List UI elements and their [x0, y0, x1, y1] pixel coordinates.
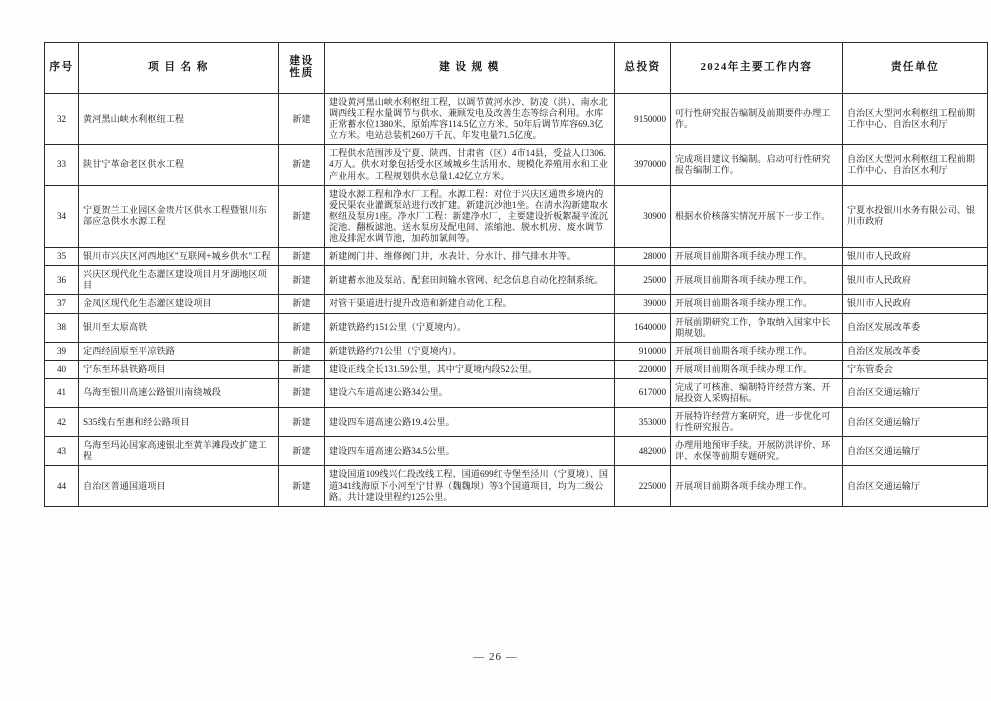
- row-responsible-unit: 自治区发展改革委: [843, 342, 988, 360]
- table-row: [45, 266, 988, 295]
- row-work-content-2024: 办理用地预审手续。开展防洪评价、环评、水保等前期专题研究。: [671, 437, 843, 466]
- row-total-investment: 39000: [615, 295, 671, 313]
- row-project-name: 黄河黑山峡水利枢纽工程: [79, 94, 279, 145]
- row-total-investment: 225000: [615, 466, 671, 506]
- row-total-investment: 30900: [615, 185, 671, 247]
- column-header-total-investment: 总投资: [615, 43, 671, 94]
- row-work-content-2024: 开展项目前期各项手续办理工作。: [671, 248, 843, 266]
- row-sequence: 38: [45, 313, 79, 342]
- row-sequence: 43: [45, 437, 79, 466]
- row-construction-scale: 建设水源工程和净水厂工程。水源工程：对位于兴庆区通贵乡境内的爱民渠农业灌溉泵站进行改扩建。新建沉沙池1坐。在清水沟新建取水枢纽及泵房1座。净水厂工程：新建净水厂，主要建设折板絮凝平流沉淀池、翻板滤池、送水泵房及配电间、浓缩池、脱水机房、废水调节池及排泥水调节池，加药加氯间等。: [325, 185, 615, 247]
- column-header-construction-scale: 建 设 规 模: [325, 43, 615, 94]
- row-construction-nature: 新建: [279, 408, 325, 437]
- table-row: [45, 94, 988, 145]
- row-construction-nature: 新建: [279, 266, 325, 295]
- row-construction-scale: 建设六车道高速公路34公里。: [325, 378, 615, 407]
- row-work-content-2024: 开展项目前期各项手续办理工作。: [671, 342, 843, 360]
- row-sequence: 40: [45, 360, 79, 378]
- row-sequence: 36: [45, 266, 79, 295]
- row-construction-scale: 新建铁路约71公里（宁夏境内）。: [325, 342, 615, 360]
- row-sequence: 37: [45, 295, 79, 313]
- row-construction-nature: 新建: [279, 145, 325, 185]
- table-row: [45, 295, 988, 313]
- table-body: [45, 94, 988, 507]
- row-project-name: 乌海至银川高速公路银川南绕城段: [79, 378, 279, 407]
- row-sequence: 42: [45, 408, 79, 437]
- row-project-name: 宁夏贺兰工业园区金贵片区供水工程暨银川东部应急供水水源工程: [79, 185, 279, 247]
- row-construction-nature: 新建: [279, 94, 325, 145]
- row-responsible-unit: 银川市人民政府: [843, 248, 988, 266]
- table-row: [45, 378, 988, 407]
- row-construction-nature: 新建: [279, 378, 325, 407]
- page-footer: — 26 —: [473, 651, 518, 663]
- table-row: [45, 248, 988, 266]
- construction-nature-line2: 性质: [289, 68, 314, 79]
- table-header: [45, 43, 988, 94]
- row-responsible-unit: 自治区交通运输厅: [843, 378, 988, 407]
- table-row: [45, 145, 988, 185]
- row-work-content-2024: 开展项目前期各项手续办理工作。: [671, 360, 843, 378]
- row-sequence: 32: [45, 94, 79, 145]
- row-sequence: 41: [45, 378, 79, 407]
- column-header-work-content-2024: 2024年主要工作内容: [671, 43, 843, 94]
- row-construction-nature: 新建: [279, 360, 325, 378]
- column-header-project-name: 项 目 名 称: [79, 43, 279, 94]
- row-responsible-unit: 自治区交通运输厅: [843, 437, 988, 466]
- table-row: [45, 360, 988, 378]
- row-responsible-unit: 宁东管委会: [843, 360, 988, 378]
- row-construction-nature: 新建: [279, 437, 325, 466]
- row-construction-scale: 新建铁路约151公里（宁夏境内）。: [325, 313, 615, 342]
- row-project-name: 定西经固原至平凉铁路: [79, 342, 279, 360]
- row-construction-scale: 建设国道109线兴仁段改线工程、国道699红寺堡至泾川（宁夏境）、国道341线海原下小河至宁甘界（魏魏坝）等3个国道项目，均为二级公路。共计建设里程约125公里。: [325, 466, 615, 506]
- row-work-content-2024: 开展项目前期各项手续办理工作。: [671, 466, 843, 506]
- row-total-investment: 28000: [615, 248, 671, 266]
- table-row: [45, 466, 988, 506]
- row-project-name: 金凤区现代化生态灌区建设项目: [79, 295, 279, 313]
- row-total-investment: 220000: [615, 360, 671, 378]
- column-header-responsible-unit: 责任单位: [843, 43, 988, 94]
- row-construction-nature: 新建: [279, 295, 325, 313]
- table-row: [45, 342, 988, 360]
- row-total-investment: 910000: [615, 342, 671, 360]
- row-responsible-unit: 自治区交通运输厅: [843, 408, 988, 437]
- table-row: [45, 408, 988, 437]
- project-table: [44, 42, 988, 507]
- row-project-name: 自治区普通国道项目: [79, 466, 279, 506]
- row-sequence: 35: [45, 248, 79, 266]
- column-header-construction-nature: [279, 43, 325, 94]
- row-responsible-unit: 自治区大型河水利枢纽工程前期工作中心、自治区水利厅: [843, 94, 988, 145]
- table-row: [45, 437, 988, 466]
- row-project-name: S35线右至惠和经公路项目: [79, 408, 279, 437]
- row-project-name: 宁东至环县铁路项目: [79, 360, 279, 378]
- row-construction-scale: 建设黄河黑山峡水利枢纽工程，以调节黄河水沙、防凌（洪）、南水北调西线工程水量调节与供水、兼顾发电及改善生态等综合利用。水库正常蓄水位1380米、原始库容114.5亿立方米、50年后调节库容69.3亿立方米。电站总装机260万千瓦、年发电量71.5亿度。: [325, 94, 615, 145]
- row-construction-nature: 新建: [279, 185, 325, 247]
- row-sequence: 33: [45, 145, 79, 185]
- construction-nature-line1: 建设: [289, 55, 314, 67]
- row-construction-scale: 新建蓄水池及泵站、配套田间输水管网、纪念信息自动化控制系统。: [325, 266, 615, 295]
- row-total-investment: 617000: [615, 378, 671, 407]
- row-construction-nature: 新建: [279, 466, 325, 506]
- table-row: [45, 313, 988, 342]
- row-construction-scale: 新建阀门井、维修阀门井，水表计、分水计、排气排水井等。: [325, 248, 615, 266]
- row-construction-nature: 新建: [279, 248, 325, 266]
- row-total-investment: 1640000: [615, 313, 671, 342]
- row-project-name: 乌海至玛沁国家高速银北至黄羊滩段改扩建工程: [79, 437, 279, 466]
- row-responsible-unit: 宁夏水投银川水务有限公司、银川市政府: [843, 185, 988, 247]
- row-responsible-unit: 银川市人民政府: [843, 266, 988, 295]
- row-work-content-2024: 根据水价核落实情况开展下一步工作。: [671, 185, 843, 247]
- row-total-investment: 3970000: [615, 145, 671, 185]
- row-project-name: 兴庆区现代化生态灌区建设项目月牙湖地区项目: [79, 266, 279, 295]
- row-construction-scale: 建设四车道高速公路34.5公里。: [325, 437, 615, 466]
- column-header-sequence: 序号: [45, 43, 79, 94]
- row-sequence: 39: [45, 342, 79, 360]
- row-work-content-2024: 开展特许经营方案研究，进一步优化可行性研究报告。: [671, 408, 843, 437]
- row-total-investment: 9150000: [615, 94, 671, 145]
- row-construction-scale: 建设四车道高速公路19.4公里。: [325, 408, 615, 437]
- row-work-content-2024: 开展项目前期各项手续办理工作。: [671, 295, 843, 313]
- header-row: [45, 43, 988, 94]
- row-work-content-2024: 完成了可核准、编制特许经营方案、开展投资人采购招标。: [671, 378, 843, 407]
- table-row: [45, 185, 988, 247]
- row-work-content-2024: 开展前期研究工作，争取纳入国家中长期规划。: [671, 313, 843, 342]
- row-work-content-2024: 完成项目建议书编制。启动可行性研究报告编制工作。: [671, 145, 843, 185]
- row-construction-scale: 建设正线全长131.59公里，其中宁夏境内段52公里。: [325, 360, 615, 378]
- row-sequence: 34: [45, 185, 79, 247]
- row-responsible-unit: 银川市人民政府: [843, 295, 988, 313]
- row-construction-scale: 对管干渠道进行提升改造和新建自动化工程。: [325, 295, 615, 313]
- row-construction-scale: 工程供水范围涉及宁夏、陕西、甘肃省（区）4市14县，受益人口306.4万人。供水对象包括受水区域城乡生活用水、规模化养殖用水和工业产业用水。工程规划供水总量1.42亿立方米。: [325, 145, 615, 185]
- row-responsible-unit: 自治区发展改革委: [843, 313, 988, 342]
- row-work-content-2024: 可行性研究报告编制及前期要件办理工作。: [671, 94, 843, 145]
- row-project-name: 银川至太原高铁: [79, 313, 279, 342]
- row-total-investment: 482000: [615, 437, 671, 466]
- row-total-investment: 25000: [615, 266, 671, 295]
- row-construction-nature: 新建: [279, 342, 325, 360]
- row-project-name: 陕甘宁革命老区供水工程: [79, 145, 279, 185]
- row-responsible-unit: 自治区交通运输厅: [843, 466, 988, 506]
- row-total-investment: 353000: [615, 408, 671, 437]
- row-responsible-unit: 自治区大型河水利枢纽工程前期工作中心、自治区水利厅: [843, 145, 988, 185]
- row-work-content-2024: 开展项目前期各项手续办理工作。: [671, 266, 843, 295]
- row-sequence: 44: [45, 466, 79, 506]
- row-project-name: 银川市兴庆区河西地区"互联网+城乡供水"工程: [79, 248, 279, 266]
- row-construction-nature: 新建: [279, 313, 325, 342]
